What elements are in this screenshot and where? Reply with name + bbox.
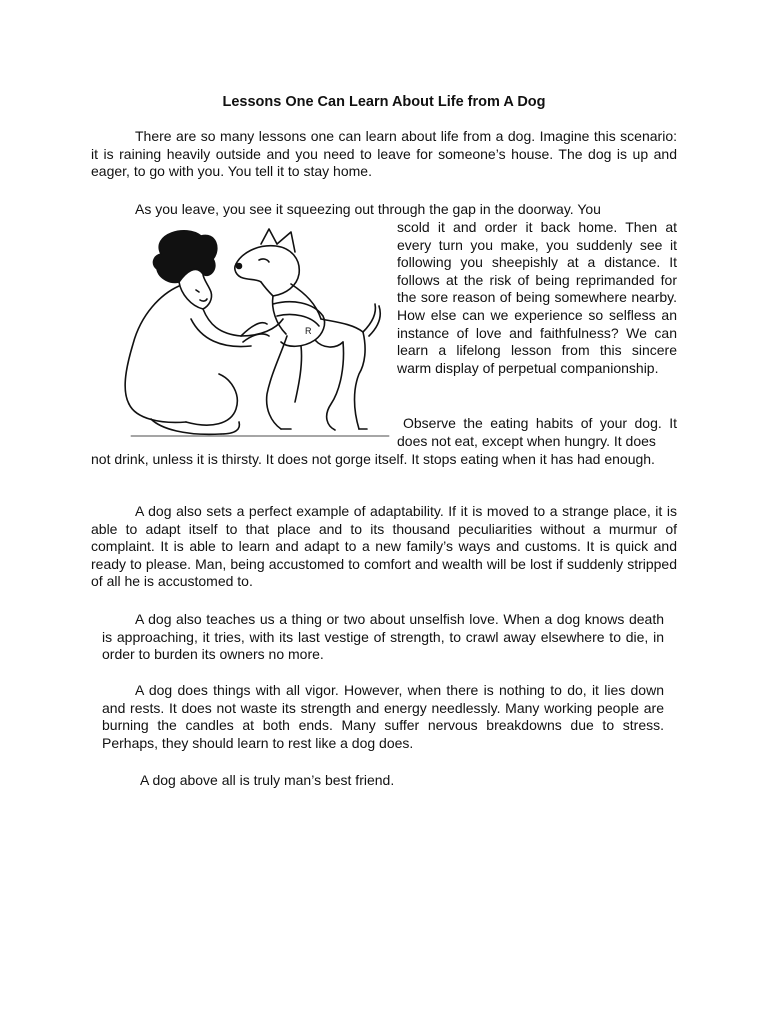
- paragraph-2-first-line: As you leave, you see it squeezing out through the gap in the doorway. You: [135, 201, 601, 217]
- paragraph-4: A dog also sets a perfect example of adaptability. If it is moved to a strange place, it is able to adapt itself to that place and to its thousand peculiarities without a murmur of complaint. It is able to learn and adapt to a new family’s ways and customs. It is quick and ready to please. Man, being accustomed to comfort and wealth will be lost if suddenly stripped of all he is accustomed to.: [91, 503, 677, 590]
- paragraph-3-wrapped: Observe the eating habits of your dog. It does not eat, except when hungry. It does: [397, 415, 677, 449]
- paragraph-7: A dog above all is truly man’s best friend.: [140, 772, 395, 788]
- paragraph-1: There are so many lessons one can learn about life from a dog. Imagine this scenario: it is raining heavily outside and you need to leave for someone’s house. The dog is up and eager, to go with you. You tell it to stay home.: [91, 128, 677, 180]
- paragraph-6: A dog does things with all vigor. However, when there is nothing to do, it lies down and rests. It does not waste its strength and energy needlessly. Many working people are burning the candles at both ends. Many suffer nervous breakdowns due to stress. Perhaps, they should learn to rest like a dog does.: [102, 682, 664, 751]
- document-title: Lessons One Can Learn About Life from A Dog: [222, 94, 546, 110]
- paragraph-5: A dog also teaches us a thing or two about unselfish love. When a dog knows death is approaching, it tries, with its last vestige of strength, to crawl away elsewhere to die, in order to burden its owners no more.: [102, 611, 664, 663]
- paragraph-2-wrapped: scold it and order it back home. Then at every turn you make, you suddenly see it following you sheepishly at a distance. It follows at the risk of being reprimanded for the sore reason of being somewhere nearby. How else can we experience so selfless an instance of love and faithfulness? We can learn a lifelong lesson from this sincere warm display of perpetual companionship.: [397, 219, 677, 376]
- paragraph-3-rest: not drink, unless it is thirsty. It does not gorge itself. It stops eating when it has had enough.: [91, 451, 655, 467]
- dog-hug-illustration: [91, 224, 391, 438]
- collar-letter: R: [305, 326, 312, 336]
